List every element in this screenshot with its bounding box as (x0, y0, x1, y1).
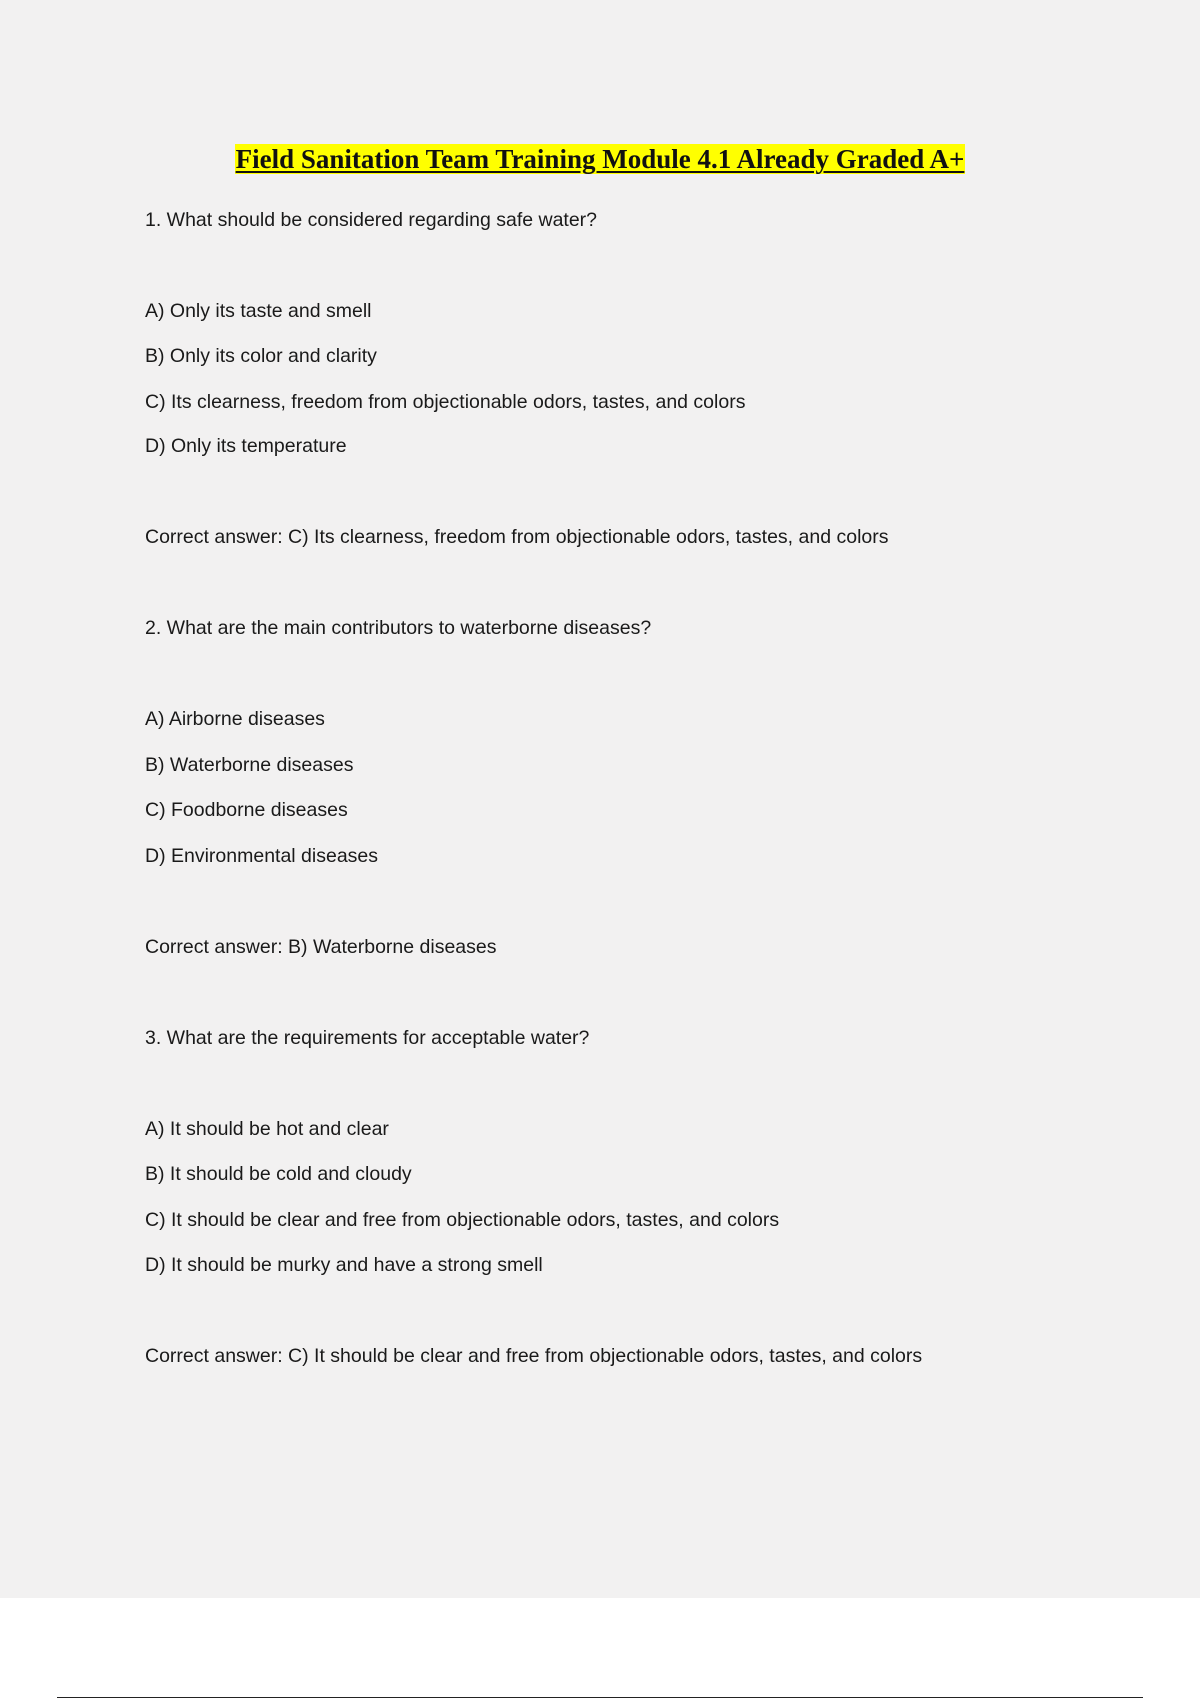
question-2-option-a: A) Airborne diseases (145, 708, 325, 730)
question-2-option-c: C) Foodborne diseases (145, 799, 348, 821)
question-3-answer: Correct answer: C) It should be clear and free from objectionable odors, tastes, and colors (145, 1345, 923, 1367)
document-title: Field Sanitation Team Training Module 4.1 Already Graded A+ (235, 144, 965, 174)
title-container (0, 142, 1200, 176)
question-3-option-d: D) It should be murky and have a strong smell (145, 1254, 543, 1276)
question-1-answer: Correct answer: C) Its clearness, freedom from objectionable odors, tastes, and colors (145, 526, 889, 548)
question-1-option-a: A) Only its taste and smell (145, 300, 372, 322)
question-1-option-d: D) Only its temperature (145, 435, 347, 457)
question-1-option-c: C) Its clearness, freedom from objectionable odors, tastes, and colors (145, 391, 746, 413)
question-1-option-b: B) Only its color and clarity (145, 345, 377, 367)
question-3: 3. What are the requirements for acceptable water? (145, 1027, 590, 1049)
question-3-option-b: B) It should be cold and cloudy (145, 1163, 412, 1185)
question-2-option-d: D) Environmental diseases (145, 845, 379, 867)
question-1: 1. What should be considered regarding safe water? (145, 209, 598, 231)
question-2-answer: Correct answer: B) Waterborne diseases (145, 936, 497, 958)
question-3-option-c: C) It should be clear and free from objectionable odors, tastes, and colors (145, 1209, 780, 1231)
question-3-option-a: A) It should be hot and clear (145, 1118, 389, 1140)
question-2: 2. What are the main contributors to waterborne diseases? (145, 617, 652, 639)
footer-divider (57, 1697, 1143, 1698)
question-2-option-b: B) Waterborne diseases (145, 754, 354, 776)
